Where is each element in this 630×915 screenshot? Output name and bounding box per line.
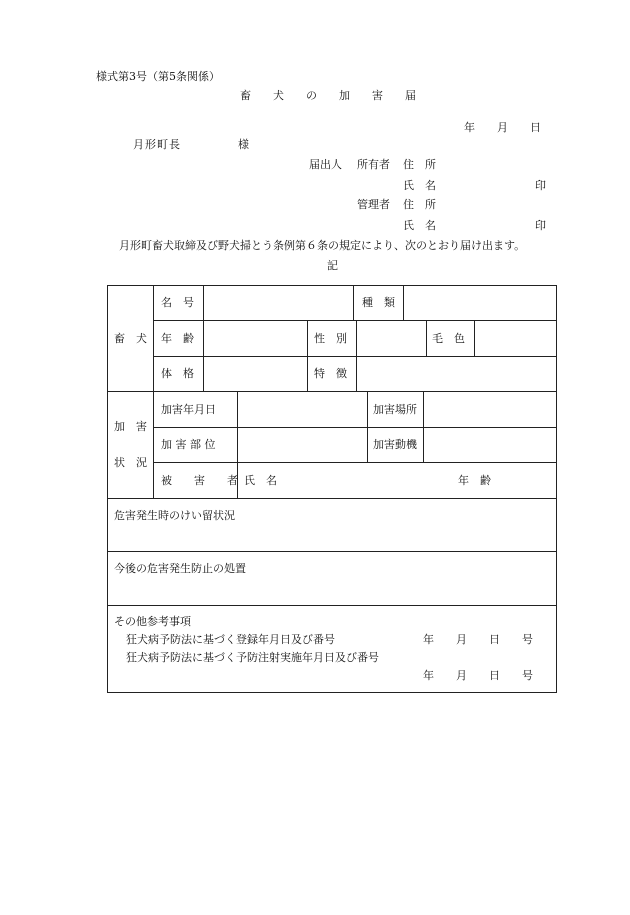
registration-label: 狂犬病予防法に基づく登録年月日及び番号 xyxy=(126,633,335,646)
dog-section-label: 畜 犬 xyxy=(114,332,147,345)
ki-heading: 記 xyxy=(327,259,338,272)
coat-label: 毛 色 xyxy=(432,332,465,345)
rule xyxy=(107,551,557,552)
addressee-suffix: 様 xyxy=(238,138,249,151)
owner-address-label: 住 所 xyxy=(403,158,436,171)
rule xyxy=(153,427,557,428)
other-label: その他参考事項 xyxy=(114,615,191,628)
rule xyxy=(423,391,424,462)
rule xyxy=(153,356,557,357)
vaccination-label: 狂犬病予防法に基づく予防注射実施年月日及び番号 xyxy=(126,651,379,664)
manager-name-label: 氏 名 xyxy=(403,219,436,232)
rule xyxy=(356,320,357,391)
document-title: 畜 犬 の 加 害 届 xyxy=(240,89,416,102)
rule xyxy=(403,285,404,320)
detention-label: 危害発生時のけい留状況 xyxy=(114,509,235,522)
age-label: 年 齢 xyxy=(161,332,194,345)
rule xyxy=(474,320,475,356)
victim-age-label: 年 齢 xyxy=(458,474,491,487)
manager-seal: 印 xyxy=(535,219,546,232)
owner-name-label: 氏 名 xyxy=(403,179,436,192)
harm-section-label: 加 害 xyxy=(114,420,147,433)
rule xyxy=(153,285,154,498)
rule xyxy=(153,320,557,321)
addressee: 月形町長 xyxy=(133,138,181,151)
harm-motive-label: 加害動機 xyxy=(373,438,417,451)
breed-label: 種 類 xyxy=(362,296,395,309)
date-line: 年 月 日 xyxy=(464,121,541,134)
rule xyxy=(367,391,368,462)
victim-name-label: 氏 名 xyxy=(244,474,277,487)
dog-name-label: 名 号 xyxy=(161,296,194,309)
rule xyxy=(353,285,354,320)
rule xyxy=(307,320,308,391)
harm-section-label-2: 状 況 xyxy=(114,456,147,469)
body-text: 月形町畜犬取締及び野犬掃とう条例第６条の規定により、次のとおり届け出ます。 xyxy=(119,239,526,252)
features-label: 特 徴 xyxy=(314,367,347,380)
harm-place-label: 加害場所 xyxy=(373,403,417,416)
sex-label: 性 別 xyxy=(314,332,347,345)
notifier-label: 届出人 xyxy=(309,158,342,171)
manager-label: 管理者 xyxy=(357,198,390,211)
manager-address-label: 住 所 xyxy=(403,198,436,211)
rule xyxy=(107,498,557,499)
owner-label: 所有者 xyxy=(357,158,390,171)
harm-date-label: 加害年月日 xyxy=(161,403,216,416)
form-number: 様式第3号（第5条関係） xyxy=(96,70,220,83)
vaccination-ymd: 年 月 日 号 xyxy=(423,669,533,682)
physique-label: 体 格 xyxy=(161,367,194,380)
rule xyxy=(153,462,557,463)
registration-ymd: 年 月 日 号 xyxy=(423,633,533,646)
prevention-label: 今後の危害発生防止の処置 xyxy=(114,562,246,575)
harm-part-label: 加 害 部 位 xyxy=(161,438,216,451)
rule xyxy=(426,320,427,356)
rule xyxy=(107,391,557,392)
rule xyxy=(107,605,557,606)
owner-seal: 印 xyxy=(535,179,546,192)
form-table xyxy=(107,285,557,693)
victim-label: 被 害 者 xyxy=(161,474,238,487)
rule xyxy=(203,285,204,391)
